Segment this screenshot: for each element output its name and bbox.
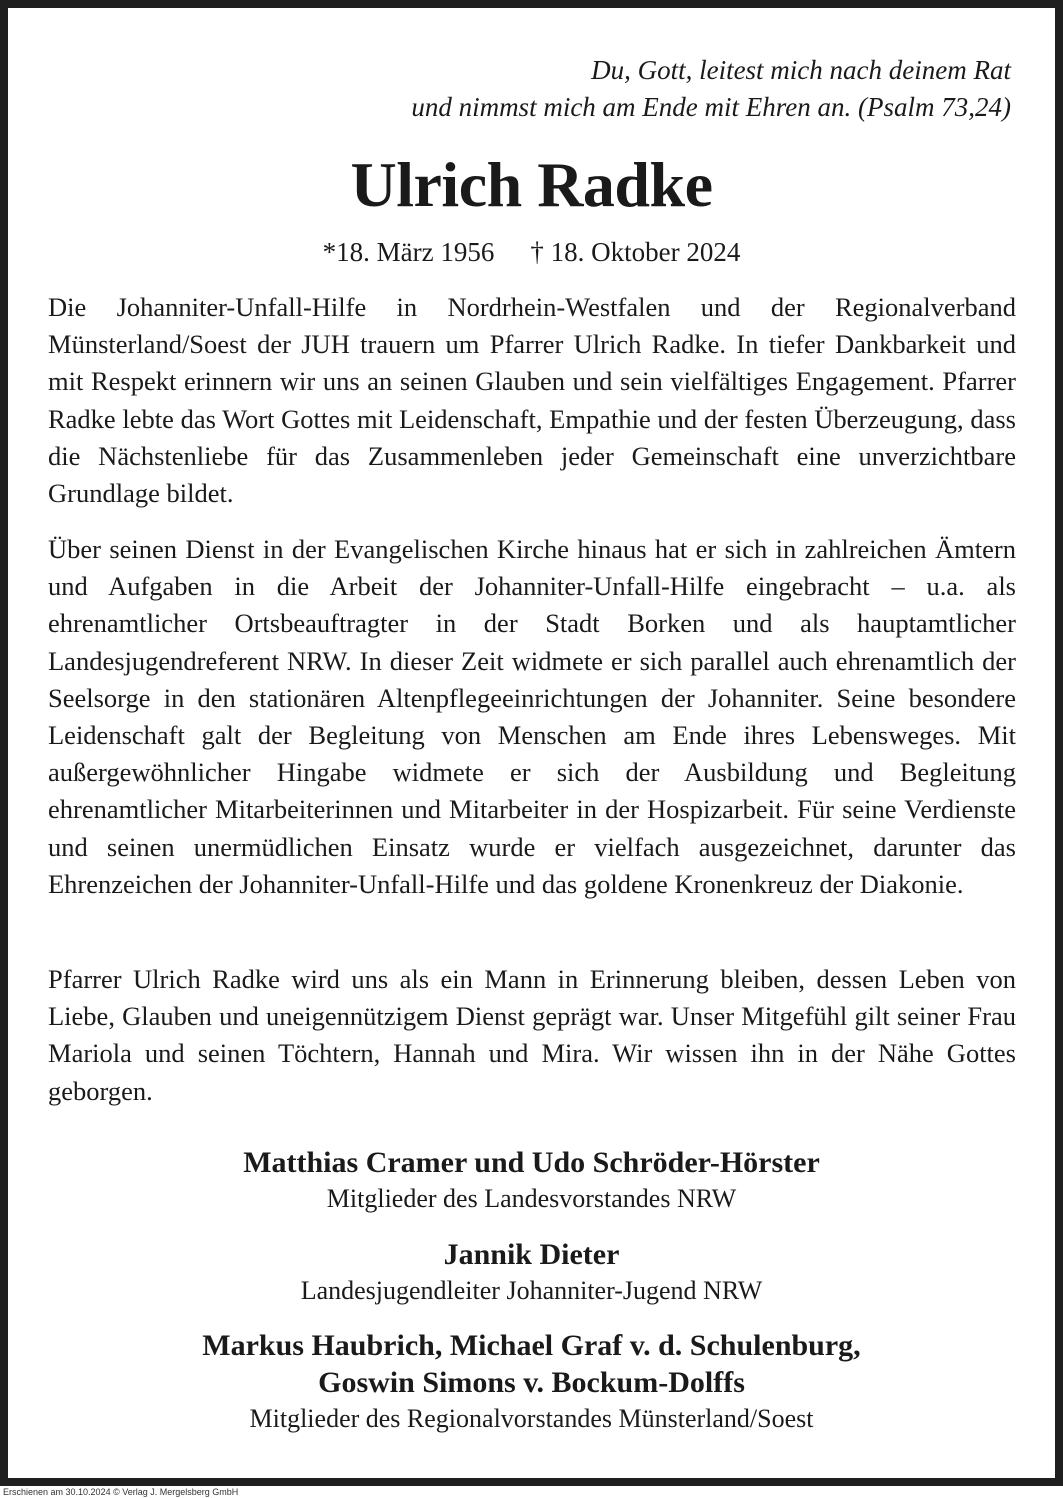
publication-footer: Erschienen am 30.10.2024 © Verlag J. Mergelsberg GmbH	[3, 1487, 239, 1497]
signature-block-3	[8, 1327, 1055, 1437]
life-dates	[8, 234, 1055, 270]
signatory-names: Jannik Dieter	[443, 1238, 620, 1271]
bible-verse	[411, 52, 1011, 126]
signatory-names-line-1: Markus Haubrich, Michael Graf v. d. Schulenburg,	[202, 1329, 861, 1362]
signatory-role: Mitglieder des Regionalvorstandes Münsterland/Soest	[249, 1404, 814, 1433]
signatory-names: Matthias Cramer und Udo Schröder-Hörster	[243, 1146, 820, 1179]
deceased-name: Ulrich Radke	[350, 149, 713, 220]
bible-verse-line-1: Du, Gott, leitest mich nach deinem Rat	[591, 55, 1011, 85]
signature-block-1	[8, 1144, 1055, 1217]
signatory-names-line-2: Goswin Simons v. Bockum-Dolffs	[318, 1366, 745, 1399]
signatory-role: Mitglieder des Landesvorstandes NRW	[326, 1184, 737, 1213]
paragraph-3: Pfarrer Ulrich Radke wird uns als ein Mann in Erinnerung bleiben, dessen Leben von Liebe, Glauben und uneigennützigem Dienst geprägt war. Unser Mitgefühl gilt seiner Frau Mariola und seinen Töchtern, Hannah und Mira. Wir wissen ihn in der Nähe Gottes geborgen.	[48, 964, 1016, 1106]
paragraph-1: Die Johanniter-Unfall-Hilfe in Nordrhein-Westfalen und der Regionalverband Münsterland/Soest der JUH trauern um Pfarrer Ulrich Radke. In tiefer Dankbarkeit und mit Respekt erinnern wir uns an seinen Glauben und sein vielfältiges Engagement. Pfarrer Radke lebte das Wort Gottes mit Leidenschaft, Empathie und der festen Überzeugung, dass die Nächstenliebe für das Zusammenleben jeder Gemeinschaft eine unverzichtbare Grundlage bildet.	[48, 292, 1016, 509]
birth-date: *18. März 1956	[322, 237, 495, 267]
death-date: † 18. Oktober 2024	[530, 237, 741, 267]
signature-block-2	[8, 1236, 1055, 1309]
signatory-role: Landesjugendleiter Johanniter-Jugend NRW	[300, 1276, 763, 1305]
bible-verse-line-2: und nimmst mich am Ende mit Ehren an. (Psalm 73,24)	[411, 92, 1011, 122]
paragraph-2: Über seinen Dienst in der Evangelischen Kirche hinaus hat er sich in zahlreichen Ämtern und Aufgaben in die Arbeit der Johanniter-Unfall-Hilfe eingebracht – u.a. als ehrenamtlicher Ortsbeauftragter in der Stadt Borken und als hauptamtlicher Landesjugendreferent NRW. In dieser Zeit widmete er sich parallel auch ehrenamtlich der Seelsorge in den stationären Altenpflegeeinrichtungen der Johanniter. Seine besondere Leidenschaft galt der Begleitung von Menschen am Ende ihres Lebensweges. Mit außergewöhnlicher Hingabe widmete er sich der Ausbildung und Begleitung ehrenamtlicher Mitarbeiterinnen und Mitarbeiter in der Hospizarbeit. Für seine Verdienste und seinen unermüdlichen Einsatz wurde er vielfach ausgezeichnet, darunter das Ehrenzeichen der Johanniter-Unfall-Hilfe und das goldene Kronenkreuz der Diakonie.	[48, 534, 1016, 899]
